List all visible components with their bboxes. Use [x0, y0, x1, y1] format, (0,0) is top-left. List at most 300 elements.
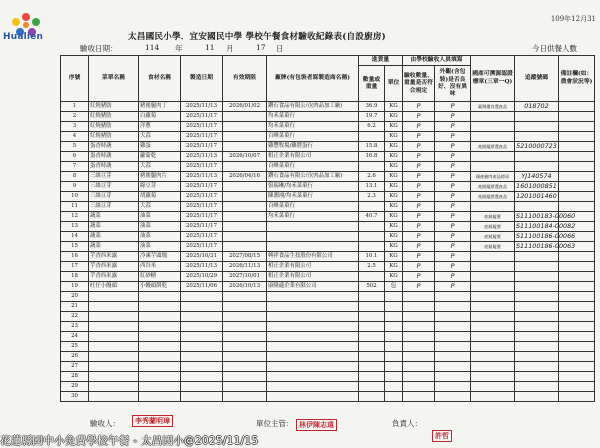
cell-source	[471, 332, 515, 342]
cell-ing	[139, 352, 181, 362]
cell-exp: 2027/10/01	[223, 272, 267, 282]
principal-stamp: 許哲	[432, 430, 452, 442]
cell-mfg	[181, 382, 223, 392]
cell-mfg: 2025/11/17	[181, 112, 223, 122]
cell-source	[471, 272, 515, 282]
cell-trace: S11100186-00063	[516, 242, 576, 251]
cell-vendor	[267, 352, 359, 362]
cell-qty: 19.7	[359, 112, 385, 122]
cell-remark	[559, 332, 595, 342]
cell-trace: S11100186-00066	[516, 232, 576, 241]
cell-remark	[559, 132, 595, 142]
cell-c2: P	[435, 152, 471, 162]
cell-ing: 大蒜	[139, 132, 181, 142]
cell-dish: 紅燒豬肋	[89, 102, 139, 112]
cell-unit: KG	[385, 252, 403, 262]
cell-qty	[359, 232, 385, 242]
cell-no: 28	[61, 372, 89, 382]
cell-mfg: 2025/11/13	[181, 152, 223, 162]
cell-vendor: 興祥食品生技股份有限公司	[267, 252, 359, 262]
cell-trace	[515, 322, 559, 332]
cell-qty	[359, 162, 385, 172]
cell-trace: 5210000723	[516, 142, 557, 151]
cell-source	[471, 392, 515, 402]
cell-mfg: 2025/10/31	[181, 252, 223, 262]
cell-vendor	[267, 392, 359, 402]
cell-source: 國產豬肉產品標章	[471, 172, 515, 182]
table-row	[61, 372, 595, 382]
date-day: 17	[256, 43, 266, 52]
cell-qty: 16.8	[359, 152, 385, 162]
cell-qty: 15.8	[359, 142, 385, 152]
cell-remark	[559, 322, 595, 332]
table-row	[61, 142, 595, 152]
cell-unit: KG	[385, 162, 403, 172]
cell-no: 6	[61, 152, 89, 162]
cell-source	[471, 372, 515, 382]
cell-unit	[385, 312, 403, 322]
cell-c1: P	[403, 222, 435, 232]
cell-mfg	[181, 302, 223, 312]
cell-vendor	[267, 332, 359, 342]
date-year-unit: 年	[175, 44, 183, 53]
cell-ing: 豬後腿肉片	[139, 172, 181, 182]
cell-unit	[385, 362, 403, 372]
cell-dish: 蔬菜	[89, 242, 139, 252]
cell-qty	[359, 372, 385, 382]
cell-source	[471, 362, 515, 372]
cell-source	[471, 122, 515, 132]
cell-c2: P	[435, 232, 471, 242]
cell-c2: P	[435, 282, 471, 292]
date-day-unit: 日	[276, 44, 284, 53]
cell-exp	[223, 342, 267, 352]
col-remark: 備註欄(如：農會狀況等)	[559, 56, 595, 102]
cell-no: 13	[61, 222, 89, 232]
cell-trace	[515, 362, 559, 372]
cell-c1: P	[403, 262, 435, 272]
cell-remark	[559, 362, 595, 372]
cell-exp	[223, 112, 267, 122]
table-row	[61, 252, 595, 262]
cell-unit: KG	[385, 132, 403, 142]
cell-ing: 胡蘿蔔	[139, 192, 181, 202]
cell-ing	[139, 342, 181, 352]
cell-unit: KG	[385, 142, 403, 152]
cell-dish	[89, 292, 139, 302]
cell-exp	[223, 162, 267, 172]
cell-vendor	[267, 382, 359, 392]
cell-c1	[403, 322, 435, 332]
cell-dish	[89, 332, 139, 342]
cell-ing	[139, 392, 181, 402]
cell-mfg: 2025/11/17	[181, 162, 223, 172]
cell-unit: KG	[385, 172, 403, 182]
cell-vendor: 相正企業有限公司	[267, 272, 359, 282]
cell-no: 27	[61, 362, 89, 372]
cell-c1	[403, 302, 435, 312]
table-row	[61, 282, 595, 292]
cell-mfg	[181, 342, 223, 352]
cell-exp	[223, 352, 267, 362]
cell-mfg	[181, 372, 223, 382]
cell-trace: S11100183-00060	[516, 212, 576, 221]
cell-mfg: 2025/11/17	[181, 192, 223, 202]
cell-c2: P	[435, 182, 471, 192]
cell-exp	[223, 202, 267, 212]
cell-dish: 紅燒豬肋	[89, 112, 139, 122]
cell-no: 1	[61, 102, 89, 112]
cell-mfg: 2025/11/17	[181, 202, 223, 212]
cell-c2: P	[435, 162, 471, 172]
cell-ing: 紅砂糖	[139, 272, 181, 282]
inspection-table	[60, 55, 595, 402]
cell-c1: P	[403, 102, 435, 112]
cell-vendor	[267, 372, 359, 382]
cell-remark	[559, 162, 595, 172]
cell-source	[471, 282, 515, 292]
cell-source	[471, 152, 515, 162]
cell-mfg: 2025/11/17	[181, 232, 223, 242]
cell-trace	[515, 342, 559, 352]
cell-c1: P	[403, 252, 435, 262]
cell-qty: 40.7	[359, 212, 385, 222]
cell-qty	[359, 222, 385, 232]
cell-exp	[223, 292, 267, 302]
cell-qty: 13.1	[359, 182, 385, 192]
cell-trace	[515, 262, 559, 272]
cell-ing: 油菜	[139, 232, 181, 242]
cell-ing: 蘿蔔乾	[139, 152, 181, 162]
cell-c2: P	[435, 102, 471, 112]
cell-no: 25	[61, 342, 89, 352]
cell-c2	[435, 352, 471, 362]
col-qty: 數量或重量	[359, 66, 385, 102]
cell-source: 產銷履歷農產品	[471, 192, 515, 202]
cell-mfg: 2025/11/17	[181, 142, 223, 152]
cell-dish: 蛋香時蔬	[89, 162, 139, 172]
cell-unit	[385, 352, 403, 362]
table-row	[61, 192, 595, 202]
cell-exp	[223, 312, 267, 322]
cell-source	[471, 312, 515, 322]
cell-mfg	[181, 362, 223, 372]
cell-exp	[223, 182, 267, 192]
receiver-label: 驗收人：	[90, 419, 120, 428]
cell-exp	[223, 222, 267, 232]
cell-dish: 三絲豆芽	[89, 182, 139, 192]
cell-source: 產銷履歷農產品	[471, 182, 515, 192]
cell-qty	[359, 362, 385, 372]
cell-trace	[515, 382, 559, 392]
cell-exp: 2026/01/02	[223, 102, 267, 112]
table-row	[61, 202, 595, 212]
table-row	[61, 172, 595, 182]
cell-source	[471, 252, 515, 262]
table-header-row	[61, 56, 595, 66]
cell-c2: P	[435, 122, 471, 132]
cell-unit: KG	[385, 182, 403, 192]
cell-dish: 三絲豆芽	[89, 202, 139, 212]
cell-trace	[515, 272, 559, 282]
cell-dish	[89, 302, 139, 312]
cell-ing: 大蒜	[139, 202, 181, 212]
cell-exp	[223, 302, 267, 312]
cell-qty	[359, 322, 385, 332]
cell-dish: 紅燒豬肋	[89, 122, 139, 132]
cell-remark	[559, 172, 595, 182]
cell-source	[471, 382, 515, 392]
cell-dish	[89, 342, 139, 352]
cell-c1	[403, 312, 435, 322]
cell-mfg: 2025/10/29	[181, 272, 223, 282]
cell-source	[471, 352, 515, 362]
cell-c2: P	[435, 262, 471, 272]
cell-no: 21	[61, 302, 89, 312]
table-row	[61, 342, 595, 352]
cell-unit: KG	[385, 272, 403, 282]
cell-trace: S11100184-00082	[516, 222, 576, 231]
cell-unit: KG	[385, 202, 403, 212]
cell-no: 18	[61, 272, 89, 282]
cell-source	[471, 262, 515, 272]
cell-c2	[435, 362, 471, 372]
table-row	[61, 312, 595, 322]
cell-mfg: 2025/11/17	[181, 182, 223, 192]
cell-ing: 西谷米	[139, 262, 181, 272]
date-month-unit: 月	[226, 44, 234, 53]
cell-c1	[403, 392, 435, 402]
cell-trace	[515, 302, 559, 312]
cell-dish: 蛋香時蔬	[89, 142, 139, 152]
unit-head-stamp: 林伊陳志遠	[296, 419, 337, 431]
cell-c2	[435, 302, 471, 312]
cell-exp	[223, 242, 267, 252]
cell-unit: KG	[385, 222, 403, 232]
cell-ing	[139, 332, 181, 342]
cell-c2	[435, 372, 471, 382]
cell-vendor: 百峰菜菓行	[267, 132, 359, 142]
cell-unit: KG	[385, 152, 403, 162]
table-row	[61, 242, 595, 252]
table-row	[61, 232, 595, 242]
cell-exp: 2027/08/15	[223, 252, 267, 262]
cell-c1: P	[403, 162, 435, 172]
cell-dish: 蔬菜	[89, 212, 139, 222]
cell-dish	[89, 312, 139, 322]
cell-remark	[559, 142, 595, 152]
cell-dish: 芋香西米露	[89, 272, 139, 282]
cell-trace: 1601000851	[516, 182, 557, 191]
cell-c1: P	[403, 152, 435, 162]
cell-no: 26	[61, 352, 89, 362]
cell-dish	[89, 382, 139, 392]
cell-c1: P	[403, 142, 435, 152]
cell-no: 29	[61, 382, 89, 392]
cell-qty	[359, 332, 385, 342]
cell-source: 產銷履歷	[471, 232, 515, 242]
cell-vendor	[267, 292, 359, 302]
cell-trace: 1201001460	[516, 192, 557, 201]
cell-unit	[385, 302, 403, 312]
cell-ing: 小饅頭餅乾	[139, 282, 181, 292]
cell-remark	[559, 252, 595, 262]
cell-trace	[515, 152, 559, 162]
cell-qty	[359, 352, 385, 362]
form-version-date: 109年12月31	[550, 15, 596, 23]
cell-trace	[515, 312, 559, 322]
cell-qty	[359, 392, 385, 402]
cell-c2: P	[435, 142, 471, 152]
col-source: 國產可溯源認證標章(三章一Q)	[471, 56, 515, 102]
watermark: 花蓮縣國中小免費學校午餐 - 太昌國小@2025/11/15	[0, 435, 259, 447]
cell-trace	[515, 332, 559, 342]
cell-mfg	[181, 392, 223, 402]
cell-dish: 芋香西米露	[89, 262, 139, 272]
cell-no: 22	[61, 312, 89, 322]
cell-trace	[515, 392, 559, 402]
cell-c2: P	[435, 192, 471, 202]
table-row	[61, 182, 595, 192]
cell-ing	[139, 372, 181, 382]
table-row	[61, 222, 595, 232]
cell-unit: KG	[385, 232, 403, 242]
cell-no: 23	[61, 322, 89, 332]
cell-source: 產銷履歷	[471, 222, 515, 232]
cell-dish: 蔬菜	[89, 232, 139, 242]
cell-no: 7	[61, 162, 89, 172]
cell-source	[471, 292, 515, 302]
cell-qty: 10.1	[359, 252, 385, 262]
table-row	[61, 212, 595, 222]
cell-no: 16	[61, 252, 89, 262]
cell-qty: 2.6	[359, 172, 385, 182]
cell-dish: 三絲豆芽	[89, 192, 139, 202]
cell-mfg: 2025/11/13	[181, 172, 223, 182]
cell-vendor: 鑽石食品有限公司(肉品加工廠)	[267, 102, 359, 112]
cell-source	[471, 302, 515, 312]
cell-source	[471, 202, 515, 212]
cell-no: 2	[61, 112, 89, 122]
cell-unit	[385, 292, 403, 302]
unit-head-label: 單位主管：	[256, 419, 294, 428]
cell-unit: KG	[385, 212, 403, 222]
cell-remark	[559, 392, 595, 402]
cell-dish	[89, 362, 139, 372]
cell-mfg: 2025/11/17	[181, 122, 223, 132]
cell-ing: 白蘿蔔	[139, 112, 181, 122]
cell-remark	[559, 152, 595, 162]
cell-ing: 大蒜	[139, 162, 181, 172]
cell-remark	[559, 352, 595, 362]
cell-c1	[403, 292, 435, 302]
cell-source	[471, 162, 515, 172]
cell-remark	[559, 382, 595, 392]
cell-dish: 芋香西米露	[89, 252, 139, 262]
cell-mfg: 2025/11/13	[181, 102, 223, 112]
cell-remark	[559, 182, 595, 192]
cell-dish: 三絲豆芽	[89, 172, 139, 182]
cell-exp	[223, 392, 267, 402]
cell-mfg: 2025/11/17	[181, 222, 223, 232]
cell-mfg	[181, 332, 223, 342]
table-body	[61, 102, 595, 402]
cell-unit: KG	[385, 122, 403, 132]
logo-text: Hualien	[3, 32, 44, 42]
date-label: 驗收日期：	[80, 44, 118, 53]
cell-exp	[223, 332, 267, 342]
cell-trace	[515, 292, 559, 302]
cell-c1	[403, 362, 435, 372]
cell-no: 30	[61, 392, 89, 402]
cell-qty	[359, 132, 385, 142]
cell-no: 4	[61, 132, 89, 142]
principal-label: 負責人：	[392, 419, 422, 428]
table-row	[61, 122, 595, 132]
col-trace: 追蹤號碼	[515, 56, 559, 102]
cell-remark	[559, 122, 595, 132]
table-row	[61, 322, 595, 332]
cell-c1: P	[403, 182, 435, 192]
cell-ing: 冷凍芋頭塊	[139, 252, 181, 262]
cell-vendor: 鑽石食品有限公司(肉品加工廠)	[267, 172, 359, 182]
col-dish: 菜單名稱	[89, 56, 139, 102]
cell-no: 10	[61, 192, 89, 202]
cell-c2	[435, 342, 471, 352]
cell-remark	[559, 202, 595, 212]
cell-ing: 洋蔥	[139, 122, 181, 132]
table-row	[61, 382, 595, 392]
cell-exp: 2026/04/16	[223, 172, 267, 182]
cell-mfg: 2025/11/06	[181, 282, 223, 292]
cell-unit	[385, 342, 403, 352]
cell-qty	[359, 342, 385, 352]
table-row	[61, 272, 595, 282]
cell-trace	[515, 372, 559, 382]
cell-c2	[435, 332, 471, 342]
col-unit: 單位	[385, 66, 403, 102]
table-row	[61, 102, 595, 112]
cell-no: 11	[61, 202, 89, 212]
date-month: 11	[205, 43, 215, 52]
cell-remark	[559, 112, 595, 122]
cell-vendor: 均禾菜菓行	[267, 212, 359, 222]
cell-unit: KG	[385, 262, 403, 272]
cell-c1: P	[403, 282, 435, 292]
cell-vendor: 相正企業有限公司	[267, 152, 359, 162]
cell-trace: 018702	[515, 102, 559, 112]
cell-c1: P	[403, 192, 435, 202]
cell-remark	[559, 372, 595, 382]
cell-dish: 紅燒豬肋	[89, 132, 139, 142]
cell-trace	[515, 252, 559, 262]
col-check-qty: 驗收數量、重量是否符合規定	[403, 66, 435, 102]
cell-mfg	[181, 352, 223, 362]
cell-trace	[515, 162, 559, 172]
cell-vendor: 均禾菜菓行	[267, 122, 359, 132]
cell-no: 12	[61, 212, 89, 222]
cell-qty	[359, 272, 385, 282]
cell-c2: P	[435, 112, 471, 122]
cell-c1: P	[403, 172, 435, 182]
cell-ing: 油菜	[139, 222, 181, 232]
cell-remark	[559, 312, 595, 322]
cell-c2	[435, 312, 471, 322]
cell-mfg	[181, 292, 223, 302]
cell-c1: P	[403, 242, 435, 252]
cell-mfg	[181, 312, 223, 322]
cell-c2	[435, 322, 471, 332]
